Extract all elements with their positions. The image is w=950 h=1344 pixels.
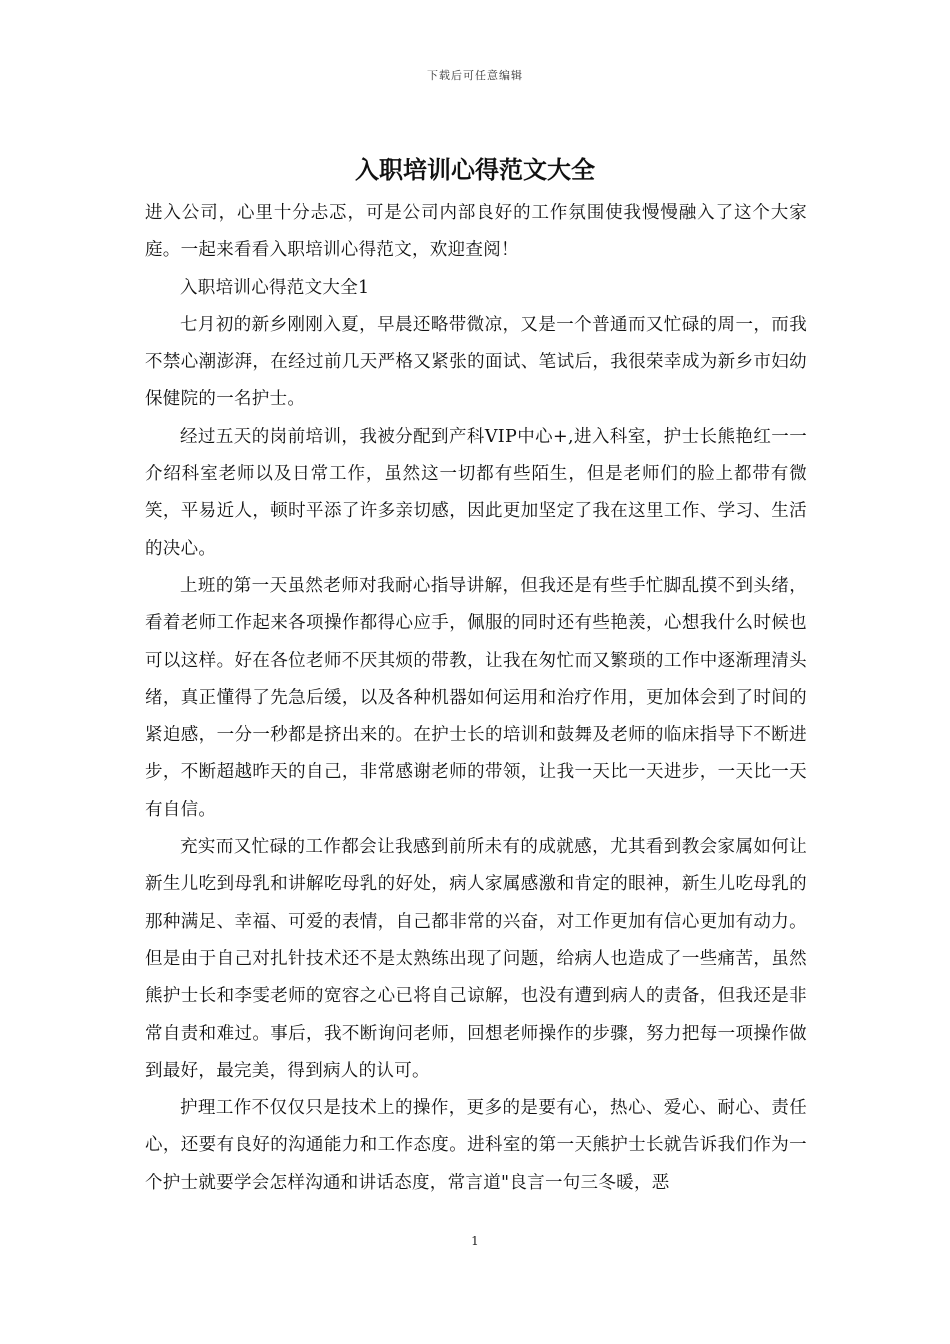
document-body (145, 195, 807, 1202)
body-paragraph: 充实而又忙碌的工作都会让我感到前所未有的成就感，尤其看到教会家属如何让新生儿吃到母乳和讲解吃母乳的好处，病人家属感激和肯定的眼神，新生儿吃母乳的那种满足、幸福、可爱的表情，自己都非常的兴奋，对工作更加有信心更加有动力。但是由于自己对扎针技术还不是太熟练出现了问题，给病人也造成了一些痛苦，虽然熊护士长和李雯老师的宽容之心已将自己谅解，也没有遭到病人的责备，但我还是非常自责和难过。事后，我不断询问老师，回想老师操作的步骤，努力把每一项操作做到最好，最完美，得到病人的认可。 (145, 837, 807, 1081)
body-paragraph: 经过五天的岗前培训，我被分配到产科VIP中心+,进入科室，护士长熊艳红一一介绍科室老师以及日常工作，虽然这一切都有些陌生，但是老师们的脸上都带有微笑，平易近人，顿时平添了许多亲切感，因此更加坚定了我在这里工作、学习、生活的决心。 (145, 426, 807, 559)
body-paragraph: 护理工作不仅仅只是技术上的操作，更多的是要有心，热心、爱心、耐心、责任心，还要有良好的沟通能力和工作态度。进科室的第一天熊护士长就告诉我们作为一个护士就要学会怎样沟通和讲话态度，常言道"良言一句三冬暖，恶 (145, 1098, 807, 1193)
section-heading: 入职培训心得范文大全1 (180, 277, 370, 298)
body-paragraph: 七月初的新乡刚刚入夏，早晨还略带微凉，又是一个普通而又忙碌的周一，而我不禁心潮澎湃，在经过前几天严格又紧张的面试、笔试后，我很荣幸成为新乡市妇幼保健院的一名护士。 (145, 314, 807, 410)
header-note: 下载后可任意编辑 (427, 69, 523, 82)
page-number: 1 (471, 1234, 479, 1248)
intro-paragraph: 进入公司，心里十分忐忑，可是公司内部良好的工作氛围使我慢慢融入了这个大家庭。一起来看看入职培训心得范文，欢迎查阅！ (145, 203, 807, 261)
body-paragraph: 上班的第一天虽然老师对我耐心指导讲解，但我还是有些手忙脚乱摸不到头绪，看着老师工作起来各项操作都得心应手，佩服的同时还有些艳羡，心想我什么时候也可以这样。好在各位老师不厌其烦的带教，让我在匆忙而又繁琐的工作中逐渐理清头绪，真正懂得了先急后缓，以及各种机器如何运用和治疗作用，更加体会到了时间的紧迫感，一分一秒都是挤出来的。在护士长的培训和鼓舞及老师的临床指导下不断进步，不断超越昨天的自己，非常感谢老师的带领，让我一天比一天进步，一天比一天有自信。 (145, 575, 807, 820)
document-title: 入职培训心得范文大全 (355, 155, 595, 184)
